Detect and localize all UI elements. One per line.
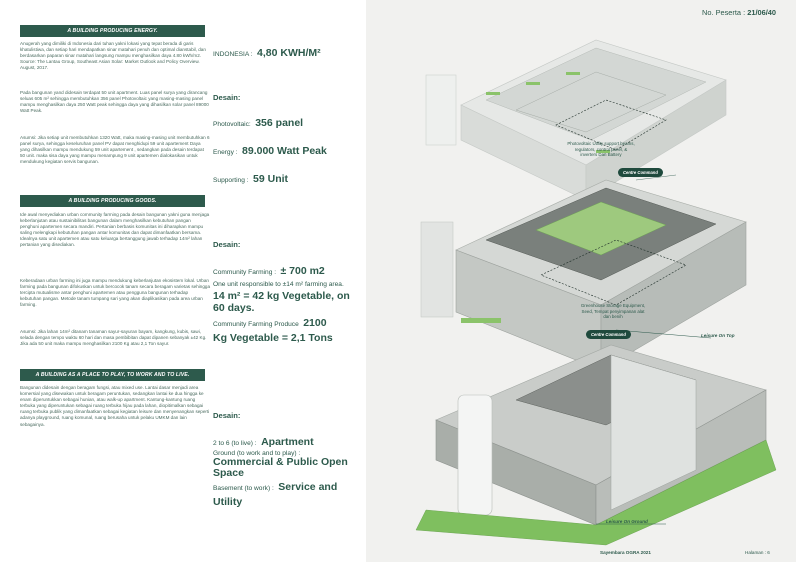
section-goods-banner: A BUILDING PRODUCING GOODS. (20, 195, 205, 207)
produce-value-b: Kg Vegetable = 2,1 Tons (213, 332, 333, 344)
supporting-label: Supporting : (213, 177, 249, 184)
basement-value: Service and Utility (213, 481, 338, 508)
energy-assumption-paragraph: Asumsi: Jika setiap unit membutuhkan 1320 Watt, maka masing-masing unit membutuhkan 6 panel surya, sehingga keseluruhan panel PV dapat menghidupi 59 unit apartement Daya yang dihasilkan mampu mendukung 59 unit apartement , sedangkan pada desain terdapat 50 unit. maka sisa daya yang mampu menampung 9 unit apartemen dialokasikan untuk mendukung kegiatan servis bangunan. (20, 135, 210, 165)
farming-label: Community Farming : (213, 269, 277, 276)
basement-label: Basement (to work) : (213, 485, 274, 492)
supporting-value: 59 Unit (253, 173, 289, 185)
ground-label: Ground (to work and to play) : (213, 450, 301, 457)
live-label: 2 to 6 (to live) : (213, 440, 257, 447)
roof-level-drawing (426, 40, 726, 200)
peserta-label: No. Peserta : (702, 8, 746, 17)
live-desain-block (213, 411, 363, 508)
energy-indonesia-row (213, 43, 363, 61)
farming-level-drawing (421, 180, 746, 370)
photovoltaic-utility-callout: Photovoltaic Utility support beams, regulators, control panel, & inverters Dan Battery (567, 141, 635, 157)
energy-value: 89.000 Watt Peak (242, 145, 327, 157)
goods-ecosystem-paragraph: Keberadaan urban farming ini juga mampu mendukung keberlanjutan ekosistem lokal. Urban farming pada bangunan difokuskan untuk bercocok tanam secara beragam varietas sehingga tercipta mutualisme antar penghuni apartemen atau pengguna bangunan terhadap kebutuhan pangan. Metode tanam tumpang sari yang akan diaplikasikan pada area urban farming. (20, 278, 210, 308)
live-value: Apartment (261, 436, 314, 448)
building-exploded-axonometric (366, 0, 796, 562)
yield-value: 14 m² = 42 kg Vegetable, on 60 days. (213, 290, 350, 314)
farming-value: ± 700 m2 (280, 265, 325, 277)
goods-desain-block (213, 240, 363, 344)
ground-value: Commercial & Public Open Space (213, 456, 348, 479)
right-page (366, 0, 796, 562)
participant-number (702, 8, 776, 17)
goods-assumption-paragraph: Asumsi: Jika lahan 14m² ditanam tanaman sayur-sayuran bayam, kangkung, kubis, sawi, selada dengan tempo waktu 60 hari dan masa pembibitan dapat dipanen sebanyak ±42 Kg. Jika ada 50 unit maka mampu menghasilkan 2100 Kg atau 2,1 Ton sayur. (20, 329, 207, 347)
goods-intro-paragraph: Ide awal menyediakan urban community farming pada desain bangunan yakni guna menjaga keberlanjutan atau sustainibilitas bangunan dalam menghasilkan kebutuhan pangan penghuni apartemen secara mandiri. Pertanian berbasis komunitas ini diharapkan mampu saling melengkapi kebutuhan pangan antar komunitas dan dapat dimanfaatkan bersama. Idealnya satu unit apartemen atau satu keluarga bertanggung jawab terhadap 14m² lahan pertanian yang disediakan. (20, 212, 210, 248)
goods-desain-title: Desain: (213, 240, 241, 249)
indonesia-value: 4,80 KWH/M² (257, 47, 321, 59)
centre-command-pill-top: Centre Command (618, 168, 663, 177)
energy-desain-block (213, 93, 363, 187)
energy-panel-paragraph: Pada bangunan yand didesain terdapat 50 unit apartment. Luas panel surya yang dirancang seluas 605 m² sehingga membutuhkan 356 panel Photovoltaic yang masing-masing panel mampu menghasilkan daya 250 Watt peak sehingga daya yang dihasilkan solar panel 89000 Watt Peak. (20, 90, 209, 114)
footer-page-number: Halaman : 6 (745, 550, 770, 555)
centre-command-pill-mid: Centre Command (586, 330, 631, 339)
produce-label: Community Farming Produce (213, 321, 299, 328)
footer-competition: Sayembara OGRA 2021 (600, 550, 651, 555)
leisure-on-top-label: Leisure On Top (701, 333, 735, 338)
produce-value-a: 2100 (303, 317, 327, 329)
section-energy-banner: A BUILDING PRODUCING ENERGY. (20, 25, 205, 37)
indonesia-label: INDONESIA : (213, 51, 253, 58)
greenhouse-storage-callout: Greenhouse Storage Equipment, Seed, Tempat penyimpanan alat dan benih (580, 303, 646, 319)
photovoltaic-value: 356 panel (255, 117, 304, 129)
left-page (0, 0, 366, 562)
ground-level-drawing (416, 345, 776, 545)
energy-intro-paragraph: Anugerah yang dimiliki di Indonesia dari tuhan yakni lokasi yang tepat berada di garis khatulistiwa, dan setiap hari mendapatkan sinar matahari penuh dan optimal dianstabil, dan berdasarkan paparan sinar matahari langsung mampu menghasilkan daya 4.80 kWh/m2. Source: The Lantau Group, Southeast Asian Solar: Market Outlook and Policy Overview. August, 2017. (20, 41, 206, 71)
live-desain-title: Desain: (213, 411, 241, 420)
live-intro-paragraph: Bangunan didesain dengan beragam fungsi, atau mixed use. Lantai dasar menjadi area komersial yang disewakan untuk beragam peruntukan, sedangkan lantai ke dua hingga ke enam diperuntukkan sebagai hunian, atau walk-up apartment. Kantung-kantung ruang terbuka yang diperuntukan sebagai ruang terbuka hijau pada lahan, diopitimalkan sebagai ruang terbuka publik yang dimanfaatkan sebagai kegiatan leisure dan menyenangkan seperti adanya playground, ruang komunal, ruang berusaha untuk pelaku UMKM dan lain sebagainya. (20, 385, 210, 427)
section-live-banner: A BUILDING AS A PLACE TO PLAY, TO WORK AND TO LIVE. (20, 369, 205, 381)
energy-desain-title: Desain: (213, 93, 241, 102)
energy-label: Energy : (213, 149, 238, 156)
photovoltaic-label: Photovoltaic: (213, 121, 251, 128)
peserta-value: 21/06/40 (747, 8, 776, 17)
unit-responsibility-text: One unit responsible to ±14 m² farming area. (213, 281, 344, 288)
leisure-on-ground-label: Leisure On Ground (606, 519, 648, 524)
